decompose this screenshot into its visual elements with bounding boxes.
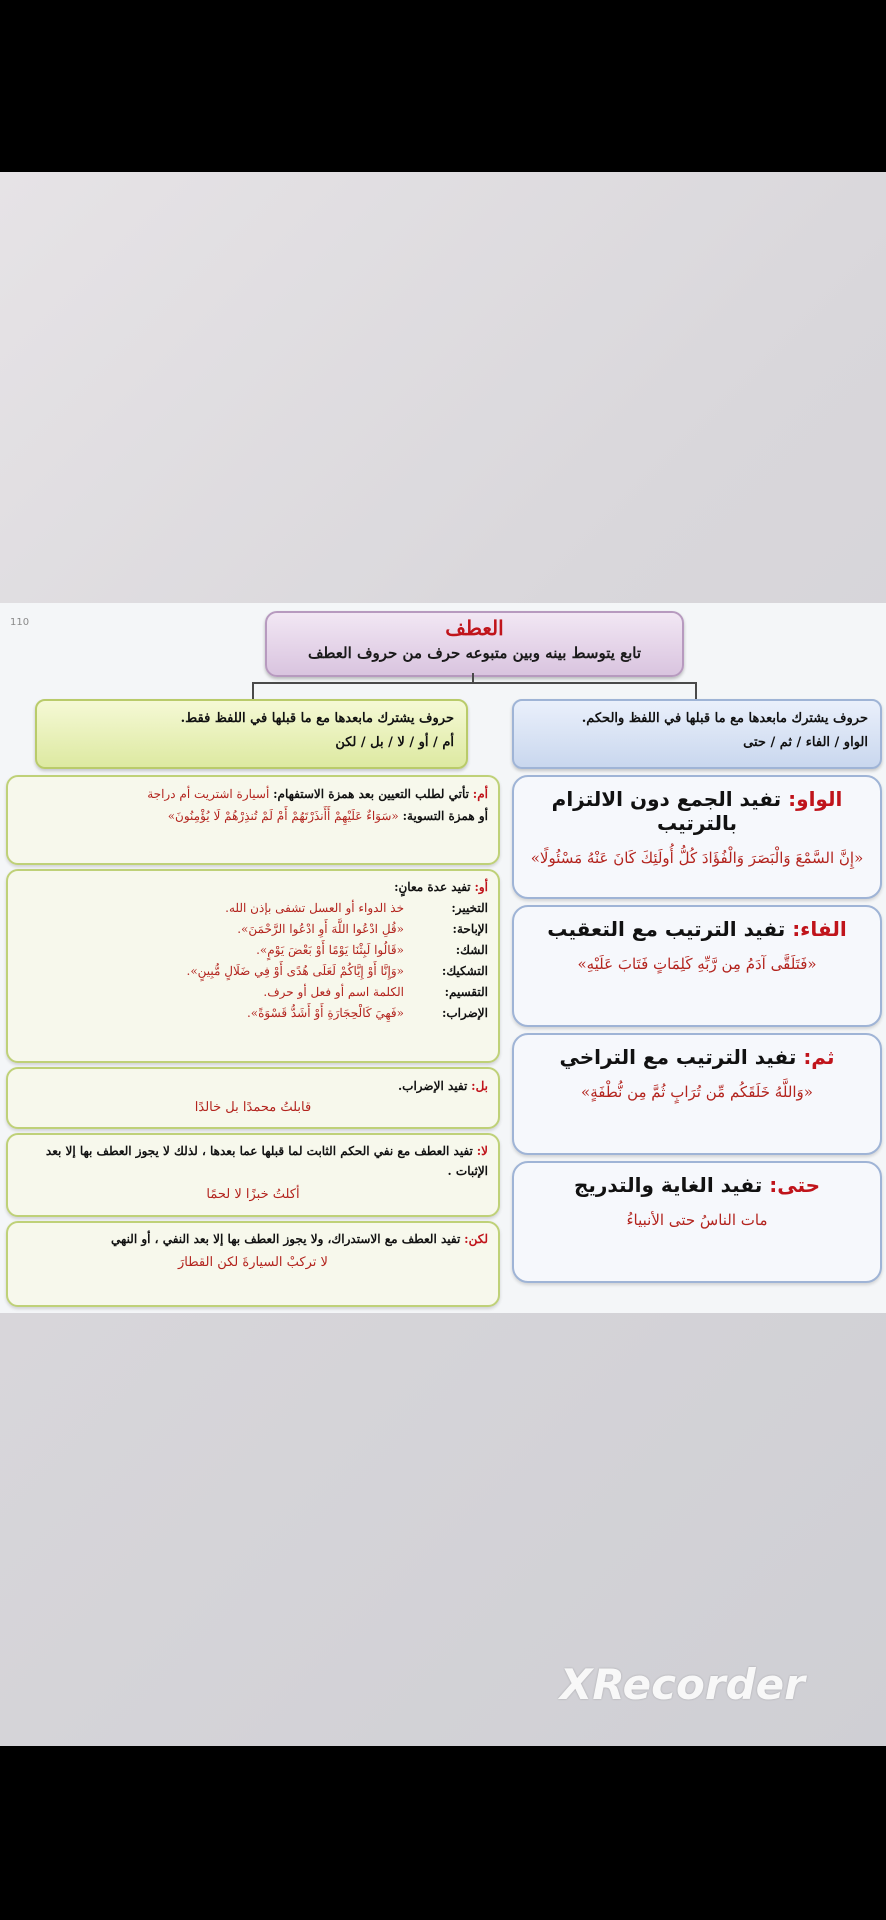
title-box (265, 611, 684, 677)
waw-heading (526, 787, 868, 835)
aw-key: أو: (474, 880, 488, 894)
aw-meaning-label: التشكيك: (441, 964, 488, 978)
aw-meaning-row (18, 940, 488, 961)
aw-meaning-example: «وَإِنَّا أَوْ إِيَّاكُمْ لَعَلَى هُدًى أَوْ فِي ضَلَالٍ مُّبِينٍ». (186, 964, 404, 978)
hatta-desc: تفيد الغاية والتدريج (573, 1173, 763, 1197)
lakin-text: تفيد العطف مع الاستدراك، ولا يجوز العطف بها إلا بعد النفي ، أو النهي (111, 1232, 461, 1246)
hatta-box (512, 1161, 882, 1283)
am-text1: تأتي لطلب التعيين بعد همزة الاستفهام: (273, 787, 469, 801)
am-text2: أو همزة التسوية: (402, 809, 488, 823)
thumma-box (512, 1033, 882, 1155)
am-box (6, 775, 500, 865)
right-header-line2: الواو / الفاء / ثم / حتى (743, 735, 868, 750)
hatta-example: مات الناسُ حتى الأنبياءُ (626, 1211, 768, 1229)
left-header-line1: حروف يشترك مابعدها مع ما قبلها في اللفظ فقط. (180, 711, 454, 726)
waw-example: «إِنَّ السَّمْعَ وَالْبَصَرَ وَالْفُؤَادَ كُلُّ أُولَئِكَ كَانَ عَنْهُ مَسْئُولًا» (530, 849, 864, 867)
aw-box (6, 869, 500, 1063)
aw-line (18, 877, 488, 898)
lakin-key: لكن: (464, 1232, 488, 1246)
la-text: تفيد العطف مع نفي الحكم الثابت لما قبلها عما بعدها ، لذلك لا يجوز العطف بها إلا بعد الإثبات . (45, 1144, 488, 1178)
lakin-line (18, 1229, 488, 1249)
am-ex1: أسيارة اشتريت أم دراجة (147, 787, 270, 801)
aw-meaning-row (18, 1003, 488, 1024)
faa-example: «فَتَلَقَّى آدَمُ مِن رَّبِّهِ كَلِمَاتٍ فَتَابَ عَلَيْهِ» (577, 955, 817, 973)
la-box (6, 1133, 500, 1217)
document-page (0, 603, 886, 1313)
faa-desc: تفيد الترتيب مع التعقيب (547, 917, 786, 941)
aw-text: تفيد عدة معانٍ: (394, 880, 471, 894)
aw-meaning-label: الإباحة: (452, 922, 488, 936)
lakin-box (6, 1221, 500, 1307)
la-key: لا: (476, 1144, 488, 1158)
left-header-line2: أم / أو / لا / بل / لكن (335, 735, 454, 750)
aw-meaning-label: الشك: (455, 943, 488, 957)
connector-horizontal (252, 682, 696, 684)
la-example: أكلتُ خبزًا لا لحمًا (206, 1187, 300, 1202)
bottom-black-bar (0, 1746, 886, 1920)
aw-meaning-row (18, 919, 488, 940)
aw-meaning-label: الإضراب: (441, 1006, 488, 1020)
bal-example: قابلتُ محمدًا بل خالدًا (194, 1100, 312, 1115)
page-number: 110 (10, 617, 30, 628)
am-line2 (18, 805, 488, 827)
thumma-heading (526, 1045, 868, 1069)
am-ex2: «سَوَاءٌ عَلَيْهِمْ أَأَنذَرْتَهُمْ أَمْ لَمْ تُنذِرْهُمْ لَا يُؤْمِنُونَ» (167, 809, 399, 823)
la-line (18, 1141, 488, 1181)
faa-box (512, 905, 882, 1027)
hatta-key: حتى: (769, 1173, 821, 1197)
lakin-example: لا تركبْ السيارةَ لكن القطارَ (178, 1255, 328, 1270)
aw-meaning-row (18, 898, 488, 919)
aw-meaning-label: التخيير: (451, 901, 488, 915)
am-key: أم: (472, 787, 488, 801)
top-black-bar (0, 0, 886, 172)
right-header-line1: حروف يشترك مابعدها مع ما قبلها في اللفظ والحكم. (581, 711, 868, 726)
xrecorder-watermark: XRecorder (560, 1660, 805, 1709)
faa-heading (526, 917, 868, 941)
left-header-box (35, 699, 468, 769)
bal-key: بل: (471, 1079, 488, 1093)
waw-key: الواو: (788, 787, 843, 811)
am-line1 (18, 783, 488, 805)
waw-desc: تفيد الجمع دون الالتزام بالترتيب (551, 787, 782, 835)
bal-text: تفيد الإضراب. (398, 1079, 468, 1093)
connector-left-drop (252, 682, 254, 699)
title-heading: العطف (445, 616, 504, 640)
aw-meaning-example: «قَالُوا لَبِثْنَا يَوْمًا أَوْ بَعْضَ يَوْمٍ». (256, 943, 404, 957)
aw-meaning-label: التقسيم: (444, 985, 488, 999)
aw-meaning-row (18, 961, 488, 982)
aw-meaning-example: «قُلِ ادْعُوا اللَّهَ أَوِ ادْعُوا الرَّحْمَنَ». (237, 922, 404, 936)
connector-right-drop (695, 682, 697, 699)
aw-meaning-example: «فَهِيَ كَالْحِجَارَةِ أَوْ أَشَدُّ قَسْوَةً». (246, 1006, 404, 1020)
right-header-box (512, 699, 882, 769)
aw-meaning-example: خذ الدواء أو العسل تشفى بإذن الله. (225, 901, 404, 915)
thumma-key: ثم: (803, 1045, 835, 1069)
bal-line (18, 1075, 488, 1097)
title-definition: تابع يتوسط بينه وبين متبوعه حرف من حروف العطف (307, 644, 642, 662)
thumma-desc: تفيد الترتيب مع التراخي (559, 1045, 797, 1069)
bal-box (6, 1067, 500, 1129)
aw-meaning-row (18, 982, 488, 1003)
waw-box (512, 775, 882, 899)
thumma-example: «وَاللَّهُ خَلَقَكُم مِّن تُرَابٍ ثُمَّ مِن نُّطْفَةٍ» (581, 1083, 813, 1101)
aw-meaning-example: الكلمة اسم أو فعل أو حرف. (263, 985, 404, 999)
hatta-heading (526, 1173, 868, 1197)
faa-key: الفاء: (792, 917, 847, 941)
